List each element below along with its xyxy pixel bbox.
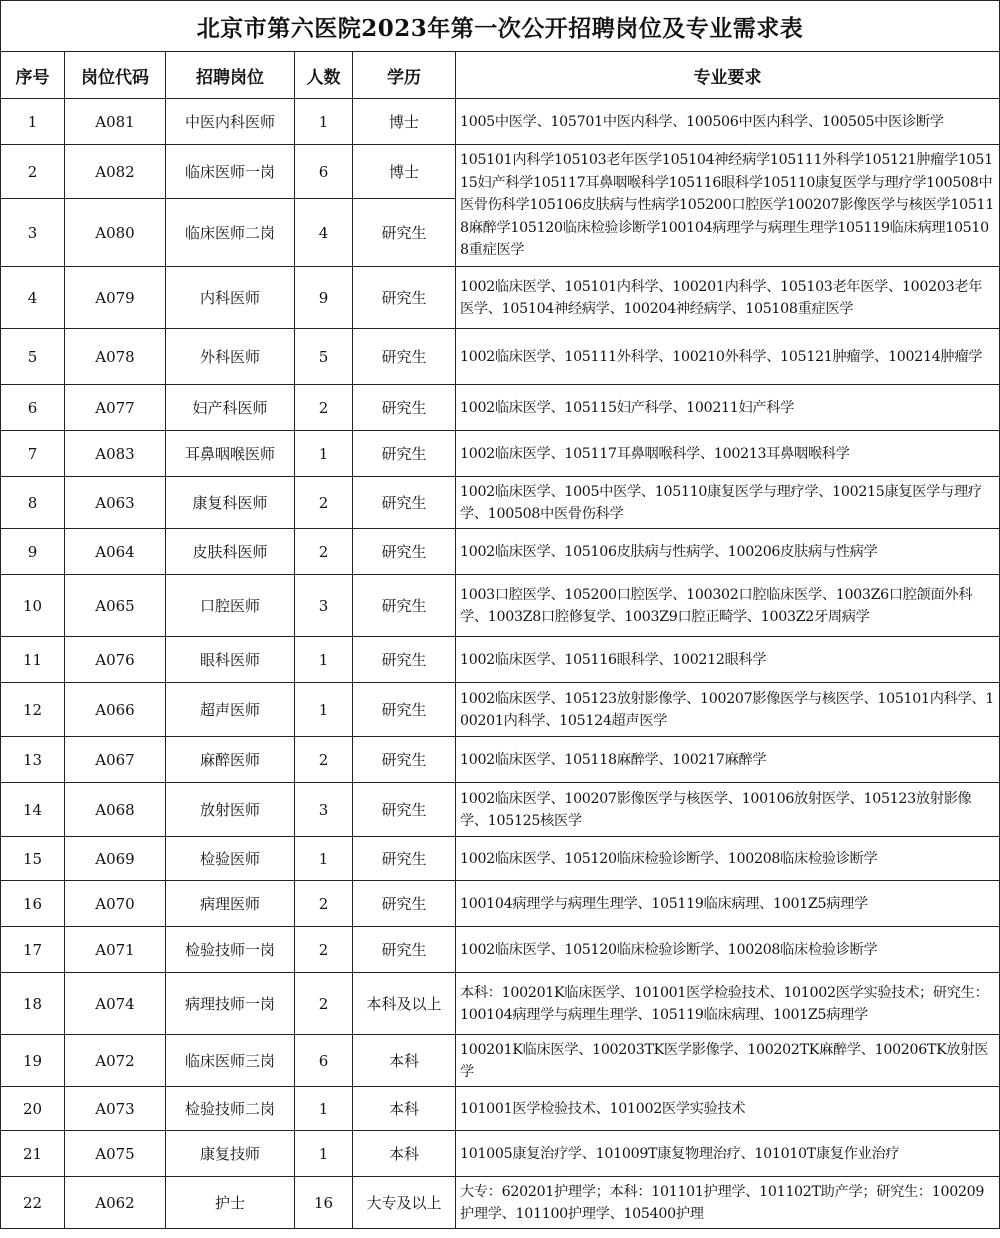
row-code: A083 [65,431,166,477]
row-code: A062 [65,1177,166,1229]
row-count: 3 [295,783,353,837]
row-count: 1 [295,1131,353,1177]
row-seq: 8 [1,477,65,529]
row-edu: 本科 [353,1035,456,1087]
row-post: 中医内科医师 [166,99,295,145]
row-count: 2 [295,737,353,783]
row-seq: 13 [1,737,65,783]
row-seq: 4 [1,267,65,329]
row-req: 100104病理学与病理生理学、105119临床病理、1001Z5病理学 [456,881,1000,927]
row-code: A073 [65,1087,166,1131]
row-post: 超声医师 [166,683,295,737]
table-row [1,1087,1000,1131]
row-edu: 博士 [353,145,456,199]
table-row [1,881,1000,927]
row-req: 本科：100201K临床医学、101001医学检验技术、101002医学实验技术；研究生：100104病理学与病理生理学、105119临床病理、1001Z5病理学 [456,973,1000,1035]
row-count: 5 [295,329,353,385]
row-post: 眼科医师 [166,637,295,683]
row-post: 病理技师一岗 [166,973,295,1035]
row-req: 1002临床医学、105120临床检验诊断学、100208临床检验诊断学 [456,837,1000,881]
table-row [1,477,1000,529]
row-edu: 研究生 [353,837,456,881]
row-count: 1 [295,637,353,683]
row-count: 1 [295,99,353,145]
row-code: A071 [65,927,166,973]
row-seq: 22 [1,1177,65,1229]
row-code: A076 [65,637,166,683]
row-code: A074 [65,973,166,1035]
row-edu: 研究生 [353,385,456,431]
row-post: 麻醉医师 [166,737,295,783]
row-count: 1 [295,1087,353,1131]
row-req: 1002临床医学、105123放射影像学、100207影像医学与核医学、105101内科学、100201内科学、105124超声医学 [456,683,1000,737]
table-row [1,1035,1000,1087]
row-seq: 11 [1,637,65,683]
row-code: A068 [65,783,166,837]
row-post: 检验技师一岗 [166,927,295,973]
table-row [1,431,1000,477]
row-seq: 16 [1,881,65,927]
table-row [1,737,1000,783]
row-post: 放射医师 [166,783,295,837]
row-post: 耳鼻咽喉医师 [166,431,295,477]
row-req: 1002临床医学、105117耳鼻咽喉科学、100213耳鼻咽喉科学 [456,431,1000,477]
row-req: 1002临床医学、105116眼科学、100212眼科学 [456,637,1000,683]
row-edu: 本科及以上 [353,973,456,1035]
row-post: 内科医师 [166,267,295,329]
row-count: 4 [295,199,353,267]
table-row [1,99,1000,145]
row-seq: 17 [1,927,65,973]
row-code: A075 [65,1131,166,1177]
header-row [1,52,1000,99]
row-post: 护士 [166,1177,295,1229]
row-seq: 10 [1,575,65,637]
row-code: A079 [65,267,166,329]
row-edu: 博士 [353,99,456,145]
table-row [1,1177,1000,1229]
table-row [1,837,1000,881]
page-title: 北京市第六医院2023年第一次公开招聘岗位及专业需求表 [1,1,1000,52]
table-row [1,575,1000,637]
row-code: A070 [65,881,166,927]
row-req: 100201K临床医学、100203TK医学影像学、100202TK麻醉学、100206TK放射医学 [456,1035,1000,1087]
row-code: A078 [65,329,166,385]
row-seq: 12 [1,683,65,737]
row-count: 3 [295,575,353,637]
row-edu: 研究生 [353,737,456,783]
row-seq: 1 [1,99,65,145]
table-row [1,1131,1000,1177]
header-edu: 学历 [353,52,456,99]
row-count: 16 [295,1177,353,1229]
row-code: A067 [65,737,166,783]
row-post: 妇产科医师 [166,385,295,431]
row-post: 病理医师 [166,881,295,927]
row-code: A072 [65,1035,166,1087]
row-count: 9 [295,267,353,329]
row-seq: 14 [1,783,65,837]
table-row [1,267,1000,329]
row-edu: 研究生 [353,575,456,637]
row-edu: 研究生 [353,927,456,973]
row-code: A069 [65,837,166,881]
row-edu: 研究生 [353,267,456,329]
row-post: 检验医师 [166,837,295,881]
row-count: 6 [295,1035,353,1087]
title-row [1,1,1000,52]
row-post: 临床医师二岗 [166,199,295,267]
row-code: A082 [65,145,166,199]
row-edu: 研究生 [353,637,456,683]
row-seq: 20 [1,1087,65,1131]
row-post: 检验技师二岗 [166,1087,295,1131]
row-edu: 研究生 [353,199,456,267]
row-post: 外科医师 [166,329,295,385]
table-row [1,145,1000,199]
table-row [1,927,1000,973]
table-row [1,783,1000,837]
row-req: 1002临床医学、1005中医学、105110康复医学与理疗学、100215康复医学与理疗学、100508中医骨伤科学 [456,477,1000,529]
header-count: 人数 [295,52,353,99]
row-count: 6 [295,145,353,199]
row-count: 2 [295,385,353,431]
header-code: 岗位代码 [65,52,166,99]
row-post: 临床医师三岗 [166,1035,295,1087]
row-count: 2 [295,927,353,973]
table-row [1,637,1000,683]
row-code: A064 [65,529,166,575]
header-post: 招聘岗位 [166,52,295,99]
row-req: 101001医学检验技术、101002医学实验技术 [456,1087,1000,1131]
row-edu: 研究生 [353,683,456,737]
row-seq: 5 [1,329,65,385]
row-edu: 研究生 [353,329,456,385]
row-count: 2 [295,881,353,927]
row-req: 1002临床医学、100207影像医学与核医学、100106放射医学、105123放射影像学、105125核医学 [456,783,1000,837]
row-count: 1 [295,837,353,881]
row-edu: 研究生 [353,529,456,575]
row-count: 2 [295,973,353,1035]
row-req: 1005中医学、105701中医内科学、100506中医内科学、100505中医诊断学 [456,99,1000,145]
row-req: 1002临床医学、105120临床检验诊断学、100208临床检验诊断学 [456,927,1000,973]
row-count: 2 [295,477,353,529]
row-req: 1002临床医学、105118麻醉学、100217麻醉学 [456,737,1000,783]
row-req: 1003口腔医学、105200口腔医学、100302口腔临床医学、1003Z6口腔颌面外科学、1003Z8口腔修复学、1003Z9口腔正畸学、1003Z2牙周病学 [456,575,1000,637]
row-code: A081 [65,99,166,145]
row-seq: 6 [1,385,65,431]
row-edu: 研究生 [353,783,456,837]
row-seq: 21 [1,1131,65,1177]
row-req: 1002临床医学、105106皮肤病与性病学、100206皮肤病与性病学 [456,529,1000,575]
row-seq: 9 [1,529,65,575]
row-seq: 7 [1,431,65,477]
row-post: 康复科医师 [166,477,295,529]
row-edu: 研究生 [353,431,456,477]
row-post: 临床医师一岗 [166,145,295,199]
header-seq: 序号 [1,52,65,99]
row-edu: 本科 [353,1087,456,1131]
row-code: A063 [65,477,166,529]
row-count: 1 [295,431,353,477]
row-req: 101005康复治疗学、101009T康复物理治疗、101010T康复作业治疗 [456,1131,1000,1177]
row-code: A065 [65,575,166,637]
row-edu: 研究生 [353,881,456,927]
row-seq: 2 [1,145,65,199]
table-row [1,973,1000,1035]
row-code: A080 [65,199,166,267]
row-seq: 18 [1,973,65,1035]
table-row [1,385,1000,431]
row-count: 1 [295,683,353,737]
row-seq: 15 [1,837,65,881]
row-seq: 3 [1,199,65,267]
row-edu: 本科 [353,1131,456,1177]
row-req: 1002临床医学、105115妇产科学、100211妇产科学 [456,385,1000,431]
table-row [1,683,1000,737]
row-post: 康复技师 [166,1131,295,1177]
row-seq: 19 [1,1035,65,1087]
row-req: 大专：620201护理学；本科：101101护理学、101102T助产学；研究生：100209护理学、101100护理学、105400护理 [456,1177,1000,1229]
header-req: 专业要求 [456,52,1000,99]
row-req: 1002临床医学、105111外科学、100210外科学、105121肿瘤学、100214肿瘤学 [456,329,1000,385]
row-code: A077 [65,385,166,431]
row-post: 口腔医师 [166,575,295,637]
row-req: 1002临床医学、105101内科学、100201内科学、105103老年医学、100203老年医学、105104神经病学、100204神经病学、105108重症医学 [456,267,1000,329]
row-edu: 研究生 [353,477,456,529]
row-code: A066 [65,683,166,737]
row-req-merged: 105101内科学105103老年医学105104神经病学105111外科学105121肿瘤学105115妇产科学105117耳鼻咽喉科学105116眼科学105110康复医学与理疗学100508中医骨伤科学105106皮肤病与性病学105200口腔医学100207影像医学与核医学105118麻醉学105120临床检验诊断学100104病理学与病理生理学105119临床病理105108重症医学 [456,145,1000,267]
row-post: 皮肤科医师 [166,529,295,575]
row-edu: 大专及以上 [353,1177,456,1229]
table-row [1,529,1000,575]
table-row [1,329,1000,385]
row-count: 2 [295,529,353,575]
